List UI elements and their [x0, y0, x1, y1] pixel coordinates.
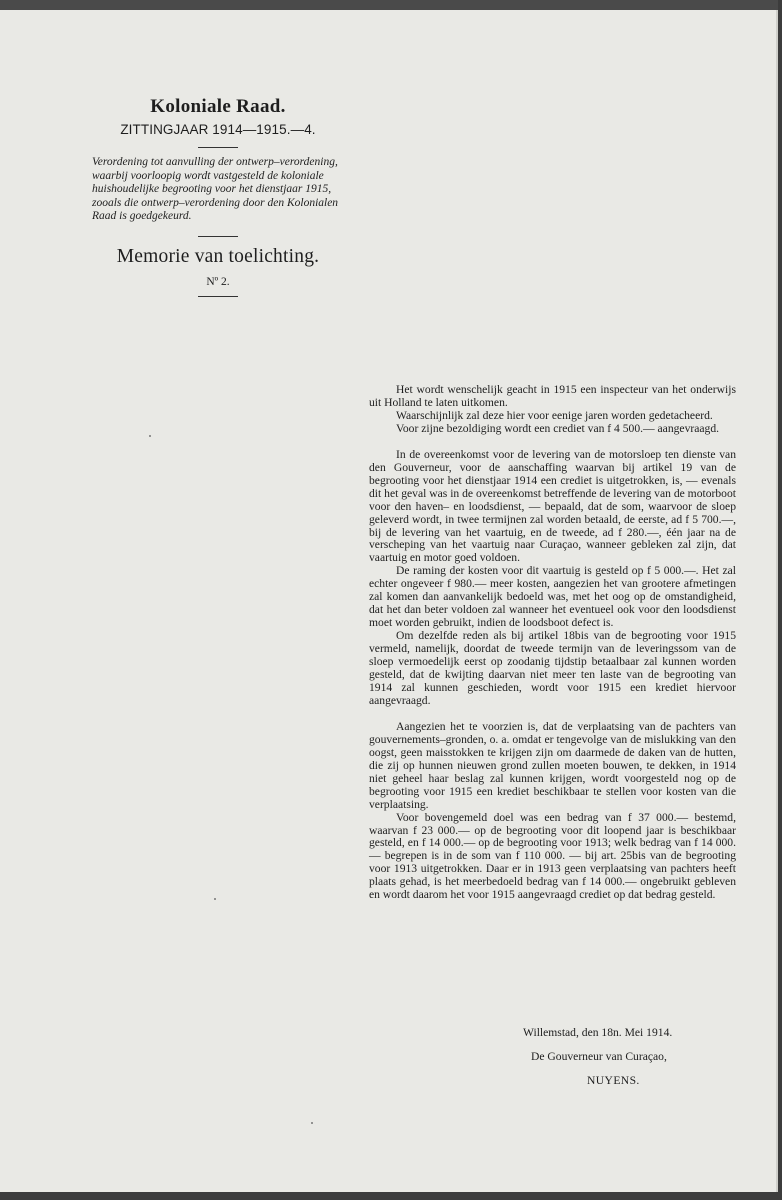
paragraph: Voor zijne bezoldiging wordt een crediet van f 4 500.— aangevraagd.: [396, 421, 720, 435]
document-header: [92, 96, 344, 297]
signature-date: Willemstad, den 18n. Mei 1914.: [523, 1026, 673, 1039]
memorie-body: [369, 384, 736, 902]
memorie-heading: Memorie van toelichting.: [116, 245, 320, 267]
session-line: ZITTINGJAAR 1914—1915.—4.: [120, 122, 316, 137]
scan-border-right: [778, 0, 782, 1200]
paragraph: Aangezien het te voorzien is, dat de verplaatsing van de pachters van gouvernements–gronden, o. a. omdat er tengevolge van de mislukking van den oogst, geen maisstokken te krijgen zijn om daarmede de daken van de hutten, die zij op hunnen nieuwen grond zullen moeten bouwen, te dekken, in 1914 niet geheel haar beslag zal kunnen krijgen, wordt voorgesteld nog op de begrooting voor 1915 een krediet beschikbaar te stellen voor kosten van die verplaatsing.: [369, 719, 736, 811]
paragraph: Het wordt wenschelijk geacht in 1915 een inspecteur van het onderwijs uit Holland te laten uitkomen.: [369, 383, 736, 409]
paragraph: In de overeenkomst voor de levering van de motorsloep ten dienste van den Gouverneur, voor de aanschaffing waarvan bij artikel 19 van de begrooting voor het dienstjaar 1914 een crediet is uitgetrokken, is, — evenals dit het geval was in de overeenkomst betreffende de levering van de motorboot voor den haven– en loodsdienst, — bepaald, dat de som, waarvoor de sloep geleverd wordt, in twee termijnen zal worden betaald, de eerste, ad f 5 700.—, bij de levering van het vaartuig, en de tweede, ad f 280.—, één jaar na de verscheping van het vaartuig naar Curaçao, wanneer gebleken zal zijn, dat vaartuig en motor goed voldoen.: [369, 447, 736, 565]
paragraph: De raming der kosten voor dit vaartuig is gesteld op f 5 000.—. Het zal echter ongeveer f 980.— meer kosten, aangezien het van grootere afmetingen zal komen dan aanvankelijk bedoeld was, met het oog op de omstandigheid, dat het dan beter voldoen zal wanneer het eventueel ook voor den loodsdienst moet worden gebruikt, indien de loodsboot defect is.: [369, 564, 736, 630]
paper-speck: [311, 1122, 313, 1124]
ordinance-description: Verordening tot aanvulling der ontwerp–verordening, waarbij voorloopig wordt vastgesteld de koloniale huishoudelijke begrooting voor het dienstjaar 1915, zooals die ontwerp–verordening door den Kolonialen Raad is goedgekeurd.: [92, 156, 339, 223]
document-title: Koloniale Raad.: [150, 96, 286, 117]
divider: [198, 236, 238, 237]
paragraph: Voor bovengemeld doel was een bedrag van f 37 000.— bestemd, waarvan f 23 000.— op de begrooting voor dit loopend jaar is beschikbaar gesteld, en f 14 000.— op de begrooting voor 1913; welk bedrag van f 14 000.— begrepen is in de som van f 110 000. — bij art. 25bis van de begrooting voor 1913 uitgetrokken. Daar er in 1913 geen verplaatsing van pachters heeft plaats gehad, is het meerbedoeld bedrag van f 14 000.— ongebruikt gebleven en wordt daarom het voor 1915 aangevraagd crediet op dat bedrag gesteld.: [369, 810, 736, 902]
paragraph: Waarschijnlijk zal deze hier voor eenige jaren worden gedetacheerd.: [396, 408, 713, 422]
signature-title: De Gouverneur van Curaçao,: [531, 1050, 667, 1063]
signature-name: NUYENS.: [587, 1074, 640, 1087]
divider: [198, 296, 238, 297]
paragraph: Om dezelfde reden als bij artikel 18bis van de begrooting voor 1915 vermeld, namelijk, doordat de tweede termijn van de leveringssom van de sloep vermoedelijk eerst op zoodanig tijdstip betaalbaar zal kunnen worden gesteld, dat de kwijting daarvan niet meer ten laste van de begrooting van 1914 zal kunnen geschieden, wordt voor 1915 een krediet hiervoor aangevraagd.: [369, 629, 736, 707]
scan-border-bottom: [0, 1192, 782, 1200]
paper-speck: [149, 435, 151, 437]
document-number: Nº 2.: [206, 275, 230, 288]
divider: [198, 147, 238, 148]
paper-speck: [214, 898, 216, 900]
document-page: [0, 10, 778, 1192]
